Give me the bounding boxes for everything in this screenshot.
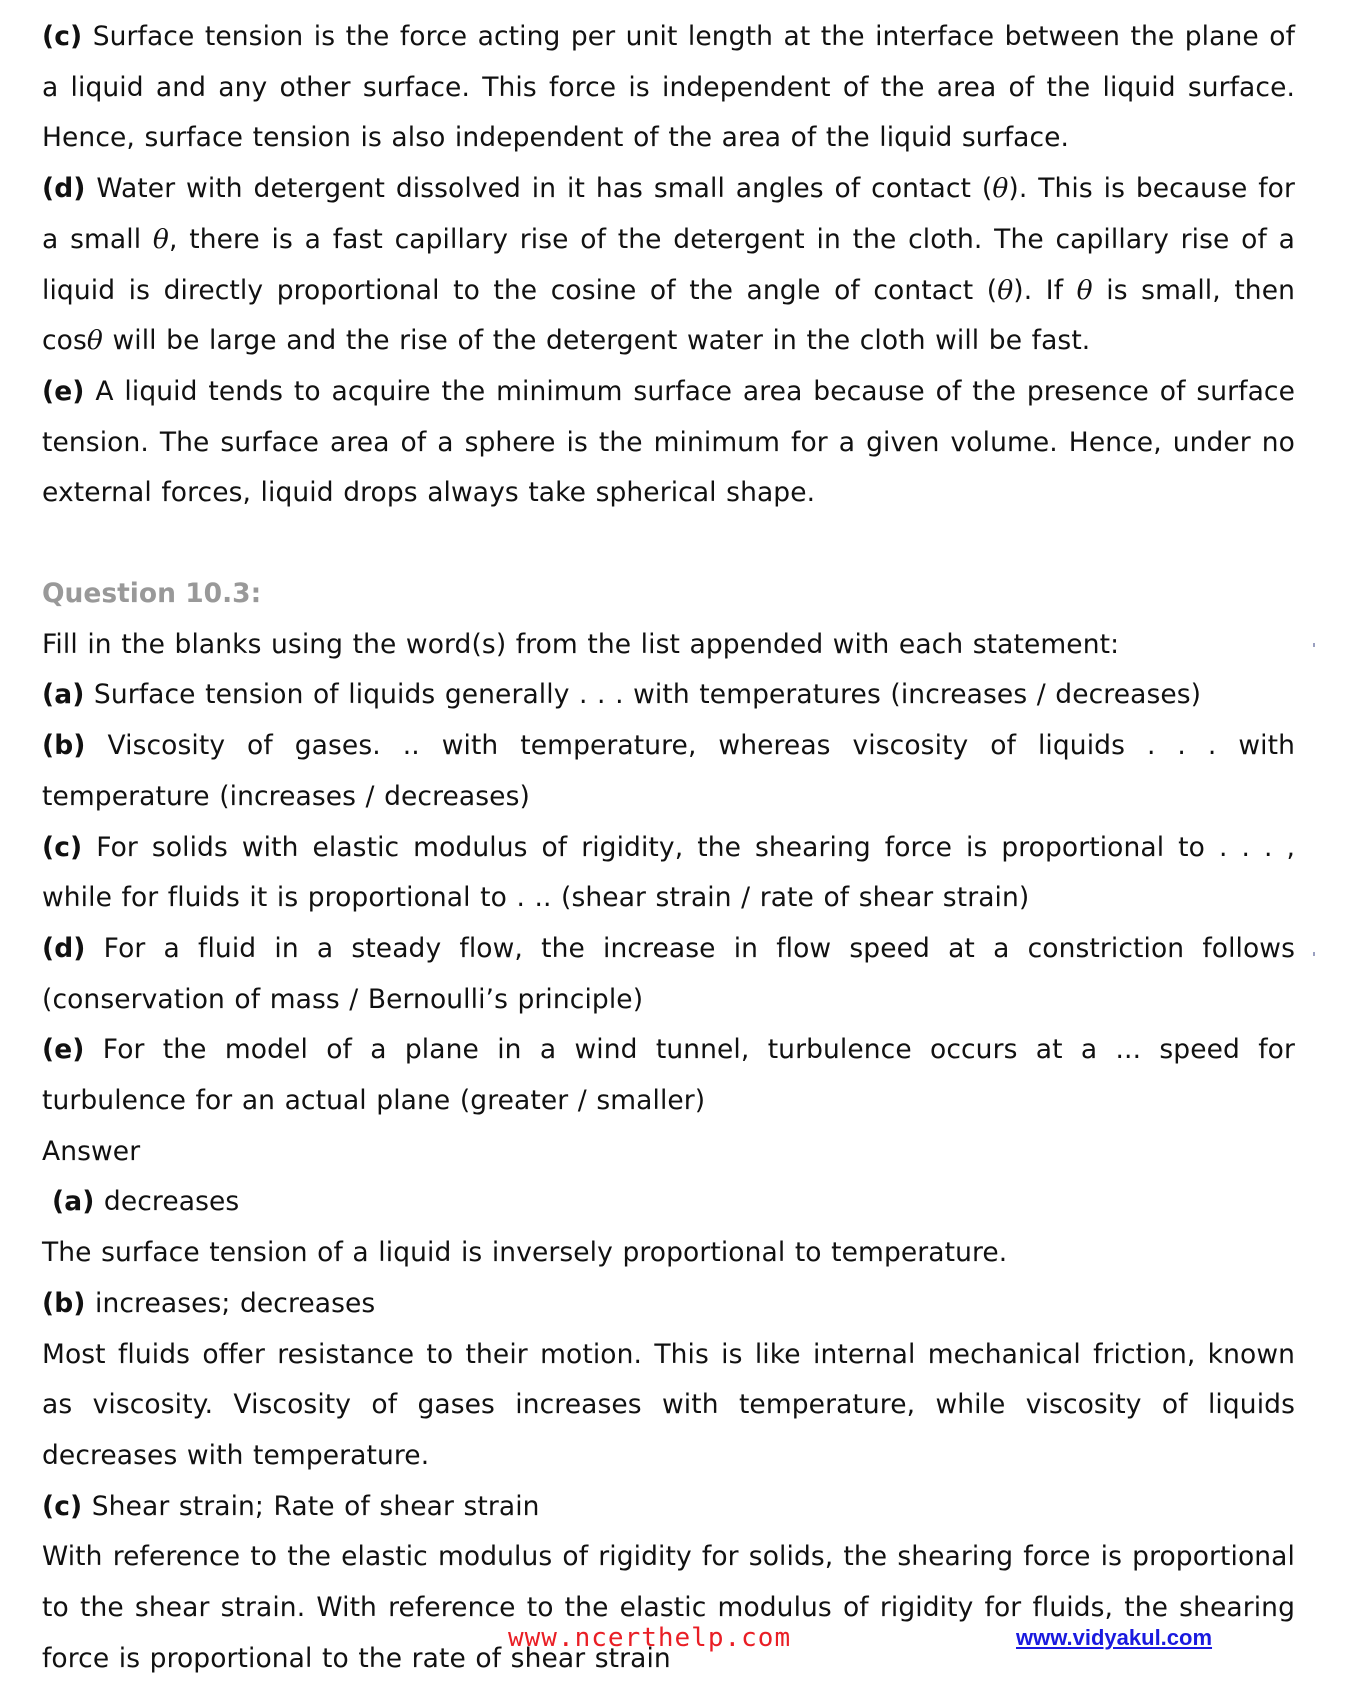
part-label: (e) [42, 1034, 85, 1066]
part-label: (b) [42, 1287, 86, 1319]
part-text: will be large and the rise of the detergent water in the cloth will be fast. [102, 325, 1091, 357]
answer-explanation-c: With reference to the elastic modulus of rigidity for solids, the shearing force is proportional to the shear strain. With reference to the elastic modulus of rigidity for fluids, the shearing force is proportional to the rate of shear strain [42, 1541, 1295, 1674]
scan-artifact [1313, 643, 1315, 647]
part-text: Surface tension of liquids generally . . . with temperatures (increases / decreases) [84, 679, 1202, 711]
part-label: (a) [52, 1186, 95, 1218]
answer-heading: Answer [42, 1135, 141, 1167]
question-heading: Question 10.3: [42, 578, 262, 610]
scan-artifact [1313, 952, 1315, 956]
part-text: Surface tension is the force acting per unit length at the interface between the plane of a liquid and any other surface. This force is independent of the area of the liquid surface. Hence, surface tension is also independent of the area of the liquid surface. [42, 21, 1295, 154]
answer-part-a [42, 1177, 1295, 1228]
part-label: (d) [42, 173, 86, 205]
theta-symbol: θ [86, 325, 103, 357]
part-text: For the model of a plane in a wind tunnel, turbulence occurs at a ... speed for turbulence for an actual plane (greater / smaller) [42, 1034, 1295, 1117]
answer-explanation-b: Most fluids offer resistance to their motion. This is like internal mechanical friction, known as viscosity. Viscosity of gases increases with temperature, while viscosity of liquids decreases with temperature. [42, 1338, 1295, 1471]
part-label: (d) [42, 932, 86, 964]
question-part-c [42, 823, 1295, 924]
answer-part-e-prev [42, 367, 1295, 519]
answer-part-c [42, 1482, 1295, 1533]
question-part-a [42, 670, 1295, 721]
question-part-d [42, 924, 1295, 1025]
part-label: (c) [42, 1490, 83, 1522]
part-text: Shear strain; Rate of shear strain [82, 1490, 540, 1522]
part-text: increases; decreases [85, 1287, 376, 1319]
part-label: (b) [42, 730, 86, 762]
answer-part-b [42, 1279, 1295, 1330]
theta-symbol: θ [152, 223, 169, 255]
question-part-b [42, 721, 1295, 822]
vidyakul-link[interactable]: www.vidyakul.com [1016, 1625, 1213, 1650]
answer-part-d-prev [42, 164, 1295, 367]
part-label: (e) [42, 375, 85, 407]
part-text: ). If [1013, 274, 1077, 306]
part-text: Viscosity of gases. .. with temperature, whereas viscosity of liquids . . . with temperature (increases / decreases) [42, 730, 1295, 812]
part-label: (c) [42, 831, 83, 863]
question-intro: Fill in the blanks using the word(s) from the list appended with each statement: [42, 628, 1120, 660]
theta-symbol: θ [997, 274, 1014, 306]
part-text: decreases [94, 1186, 240, 1218]
part-text: is small, then cos [42, 274, 1296, 357]
answer-part-c-prev [42, 12, 1295, 164]
part-text: A liquid tends to acquire the minimum surface area because of the presence of surface tension. The surface area of a sphere is the minimum for a given volume. Hence, under no external forces, liquid drops always take spherical shape. [42, 375, 1295, 509]
part-text: Water with detergent dissolved in it has small angles of contact ( [85, 173, 993, 205]
document-page [42, 12, 1295, 1685]
part-text: ). This is because for a small [42, 173, 1295, 255]
part-text: , there is a fast capillary rise of the detergent in the cloth. The capillary rise of a liquid is directly proportional to the cosine of the angle of contact ( [42, 223, 1295, 306]
part-text: For solids with elastic modulus of rigidity, the shearing force is proportional to . . . , while for fluids it is proportional to . .. (shear strain / rate of shear strain) [42, 831, 1295, 914]
theta-symbol: θ [992, 173, 1009, 205]
part-text: For a fluid in a steady flow, the increase in flow speed at a constriction follows (conservation of mass / Bernoulli’s principle) [42, 932, 1295, 1015]
answer-explanation-a: The surface tension of a liquid is inversely proportional to temperature. [42, 1237, 1008, 1269]
ncerthelp-watermark: www.ncerthelp.com [508, 1623, 792, 1653]
question-part-e [42, 1025, 1295, 1126]
theta-symbol: θ [1076, 274, 1093, 306]
part-label: (c) [42, 21, 83, 52]
part-label: (a) [42, 679, 85, 711]
